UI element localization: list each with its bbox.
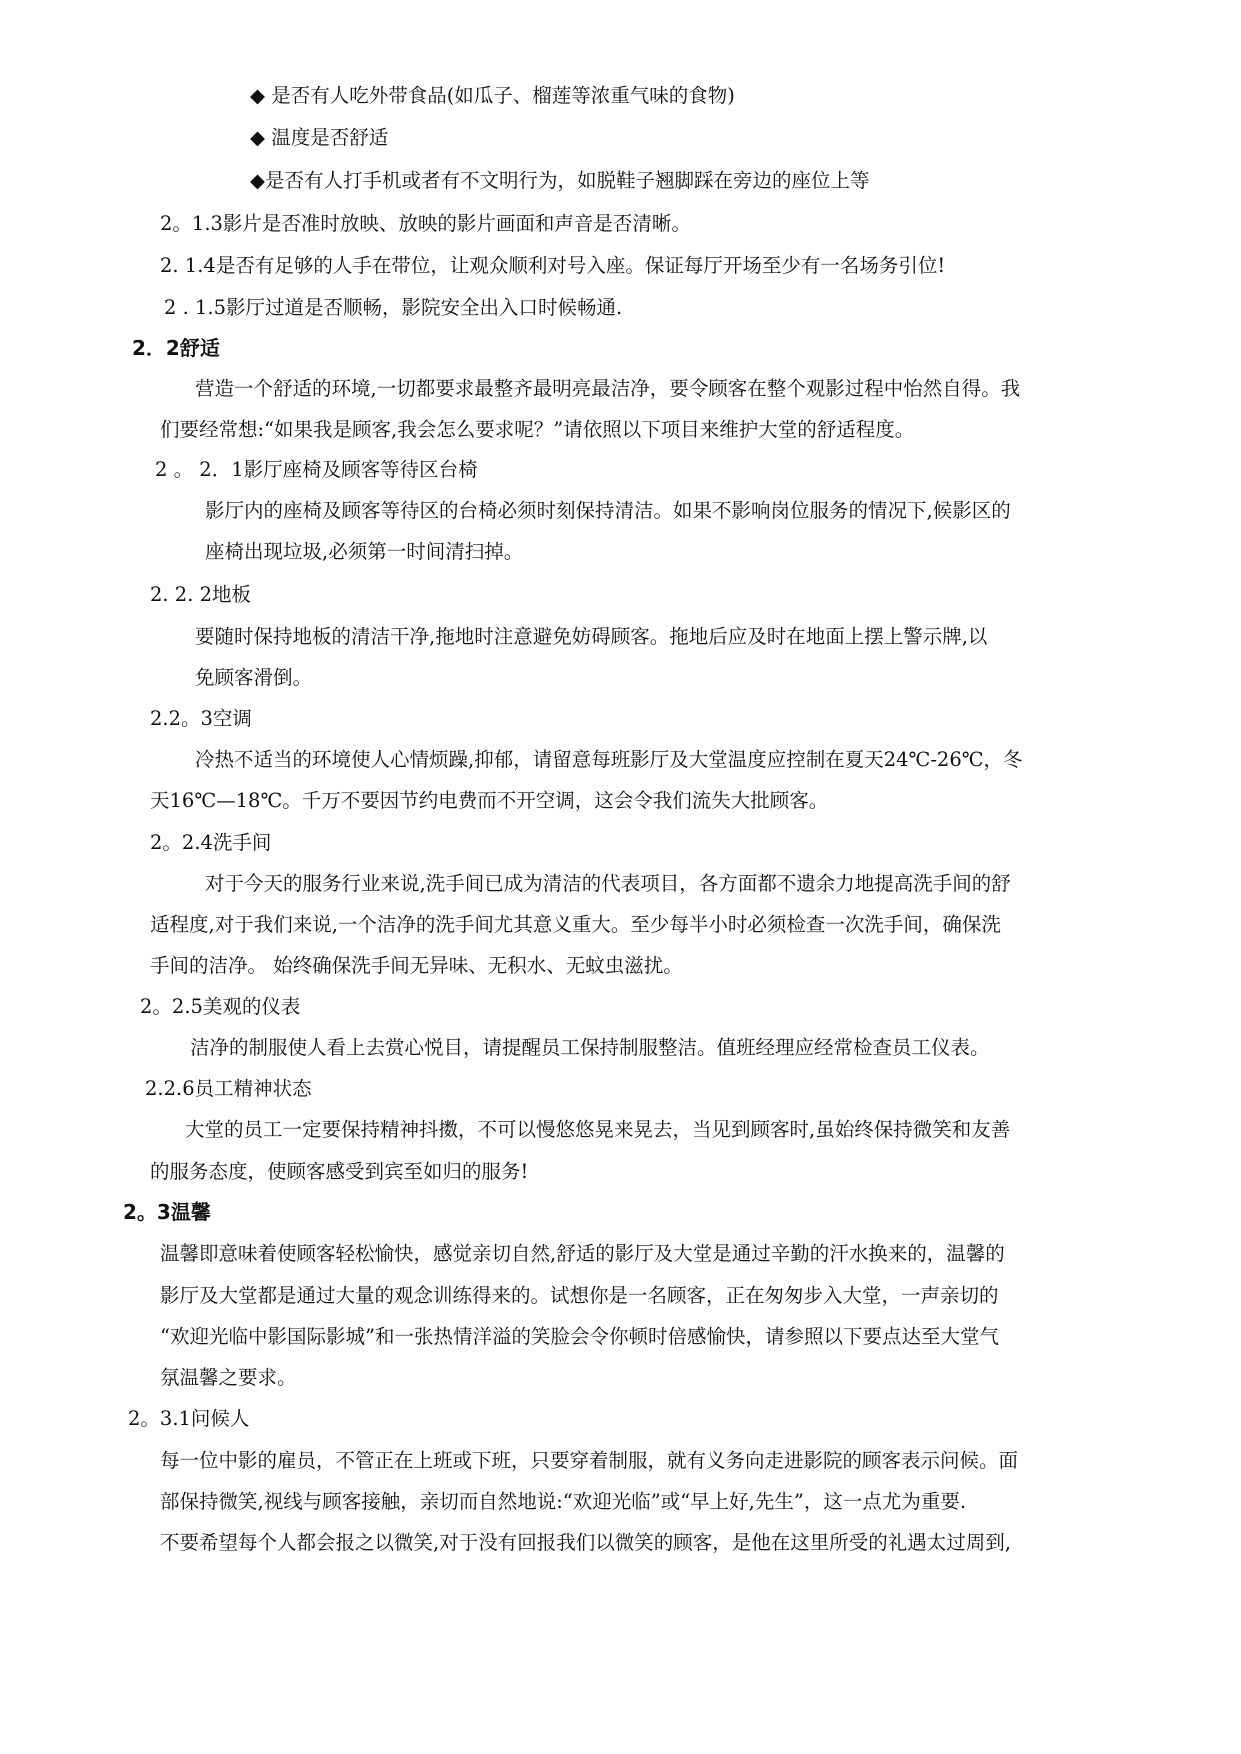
paragraph-line: 不要希望每个人都会报之以微笑,对于没有回报我们以微笑的顾客，是他在这里所受的礼遇太过周到, (160, 1531, 1011, 1554)
bullet-item: ◆是否有人打手机或者有不文明行为，如脱鞋子翘脚踩在旁边的座位上等 (250, 169, 870, 192)
paragraph-line: 洁净的制服使人看上去赏心悦目，请提醒员工保持制服整洁。值班经理应经常检查员工仪表。 (190, 1036, 990, 1059)
subsection-title: 2 。 2．1影厅座椅及顾客等待区台椅 (155, 458, 478, 481)
paragraph-line: 大堂的员工一定要保持精神抖擞，不可以慢悠悠晃来晃去，当见到顾客时,虽始终保持微笑和友善 (185, 1118, 1011, 1141)
paragraph-line: 天16℃—18℃。千万不要因节约电费而不开空调，这会令我们流失大批顾客。 (150, 789, 829, 812)
list-item: 2 . 1.5影厅过道是否顺畅，影院安全出入口时候畅通. (164, 296, 623, 319)
list-item: 2. 1.4是否有足够的人手在带位，让观众顺利对号入座。保证每厅开场至少有一名场务引位! (160, 254, 946, 277)
subsection-title: 2。3.1问候人 (128, 1407, 250, 1430)
section-heading: 2。3温馨 (123, 1200, 211, 1224)
paragraph-line: 氛温馨之要求。 (160, 1366, 297, 1389)
list-item: 2。1.3影片是否准时放映、放映的影片画面和声音是否清晰。 (160, 212, 691, 235)
paragraph-line: 冷热不适当的环境使人心情烦躁,抑郁，请留意每班影厅及大堂温度应控制在夏天24℃-26℃，冬 (195, 748, 1023, 771)
paragraph-line: 温馨即意味着使顾客轻松愉快，感觉亲切自然,舒适的影厅及大堂是通过辛勤的汗水换来的，温馨的 (160, 1242, 1005, 1265)
paragraph-line: 营造一个舒适的环境,一切都要求最整齐最明亮最洁净，要令顾客在整个观影过程中怡然自得。我 (195, 377, 1021, 400)
paragraph-line: 每一位中影的雇员，不管正在上班或下班，只要穿着制服，就有义务向走进影院的顾客表示问候。面 (160, 1449, 1019, 1472)
subsection-title: 2。2.5美观的仪表 (140, 995, 301, 1018)
paragraph-line: “欢迎光临中影国际影城”和一张热情洋溢的笑脸会令你顿时倍感愉快，请参照以下要点达至大堂气 (160, 1325, 999, 1348)
bullet-item: ◆ 是否有人吃外带食品(如瓜子、榴莲等浓重气味的食物) (250, 84, 735, 107)
paragraph-line: 部保持微笑,视线与顾客接触，亲切而自然地说:“欢迎光临”或“早上好,先生”，这一点尤为重要. (160, 1490, 967, 1513)
paragraph-line: 的服务态度，使顾客感受到宾至如归的服务! (150, 1160, 529, 1183)
section-heading: 2．2舒适 (132, 336, 220, 360)
paragraph-line: 影厅内的座椅及顾客等待区的台椅必须时刻保持清洁。如果不影响岗位服务的情况下,候影区的 (205, 499, 1011, 522)
paragraph-line: 对于今天的服务行业来说,洗手间已成为清洁的代表项目，各方面都不遗余力地提高洗手间的舒 (205, 872, 1011, 895)
paragraph-line: 要随时保持地板的清洁干净,拖地时注意避免妨碍顾客。拖地后应及时在地面上摆上警示牌,以 (195, 625, 988, 648)
subsection-title: 2.2.6员工精神状态 (145, 1077, 312, 1100)
paragraph-line: 影厅及大堂都是通过大量的观念训练得来的。试想你是一名顾客，正在匆匆步入大堂，一声亲切的 (160, 1284, 999, 1307)
subsection-title: 2. 2. 2地板 (150, 583, 252, 606)
bullet-item: ◆ 温度是否舒适 (250, 126, 389, 149)
paragraph-line: 免顾客滑倒。 (195, 666, 313, 689)
paragraph-line: 座椅出现垃圾,必须第一时间清扫掉。 (205, 540, 524, 563)
paragraph-line: 们要经常想:“如果我是顾客,我会怎么要求呢？”请依照以下项目来维护大堂的舒适程度。 (160, 418, 915, 441)
paragraph-line: 适程度,对于我们来说,一个洁净的洗手间尤其意义重大。至少每半小时必须检查一次洗手间，确保洗 (150, 913, 1001, 936)
subsection-title: 2。2.4洗手间 (150, 831, 272, 854)
paragraph-line: 手间的洁净。 始终确保洗手间无异味、无积水、无蚊虫滋扰。 (150, 954, 683, 977)
subsection-title: 2.2。3空调 (150, 707, 252, 730)
